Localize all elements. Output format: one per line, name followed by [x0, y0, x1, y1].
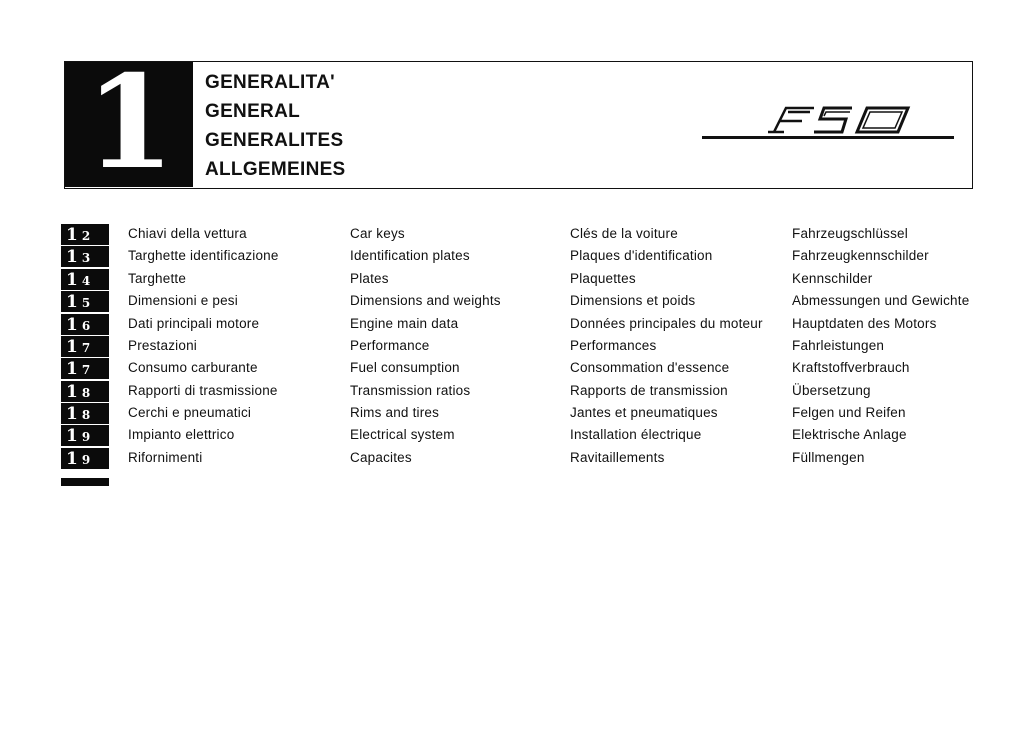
item-german: Kraftstoffverbrauch — [792, 360, 910, 375]
item-italian: Rifornimenti — [128, 450, 203, 465]
item-german: Abmessungen und Gewichte — [792, 293, 970, 308]
section-minor: 7 — [81, 341, 91, 355]
section-major: 1 — [66, 359, 78, 379]
item-english: Capacites — [350, 450, 412, 465]
section-major: 1 — [66, 404, 78, 424]
section-number — [61, 381, 109, 402]
section-number — [61, 358, 109, 379]
section-major: 1 — [66, 426, 78, 446]
section-number — [61, 448, 109, 469]
item-italian: Dimensioni e pesi — [128, 293, 238, 308]
section-number — [61, 224, 109, 245]
item-german: Felgen und Reifen — [792, 405, 906, 420]
item-french: Installation électrique — [570, 427, 702, 442]
item-english: Engine main data — [350, 316, 459, 331]
item-french: Performances — [570, 338, 657, 353]
chapter-number: 1 — [85, 48, 175, 198]
section-minor: 9 — [81, 430, 91, 444]
item-english: Plates — [350, 271, 389, 286]
item-french: Plaques d'identification — [570, 248, 713, 263]
section-number — [61, 269, 109, 290]
item-french: Consommation d'essence — [570, 360, 730, 375]
item-italian: Rapporti di trasmissione — [128, 383, 278, 398]
section-major: 1 — [66, 292, 78, 312]
item-french: Plaquettes — [570, 271, 636, 286]
item-german: Fahrzeugkennschilder — [792, 248, 929, 263]
item-french: Rapports de transmission — [570, 383, 728, 398]
section-minor: 5 — [81, 296, 91, 310]
section-minor: 2 — [81, 229, 91, 243]
toc-row — [61, 403, 1021, 425]
item-english: Rims and tires — [350, 405, 440, 420]
section-number — [61, 314, 109, 335]
section-major: 1 — [66, 315, 78, 335]
section-minor: 4 — [81, 274, 91, 288]
item-french: Données principales du moteur — [570, 316, 763, 331]
item-english: Performance — [350, 338, 430, 353]
item-english: Dimensions and weights — [350, 293, 501, 308]
item-german: Hauptdaten des Motors — [792, 316, 937, 331]
section-number — [61, 403, 109, 424]
item-english: Electrical system — [350, 427, 455, 442]
item-italian: Targhette — [128, 271, 187, 286]
toc-row — [61, 224, 1021, 246]
section-major: 1 — [66, 337, 78, 357]
section-number — [61, 291, 109, 312]
item-italian: Chiavi della vettura — [128, 226, 247, 241]
item-german: Übersetzung — [792, 383, 871, 398]
item-italian: Cerchi e pneumatici — [128, 405, 252, 420]
item-italian: Consumo carburante — [128, 360, 258, 375]
item-italian: Dati principali motore — [128, 316, 260, 331]
section-minor: 9 — [81, 453, 91, 467]
chapter-header — [64, 48, 973, 198]
section-number — [61, 425, 109, 446]
section-number — [61, 336, 109, 357]
section-major: 1 — [66, 270, 78, 290]
item-english: Identification plates — [350, 248, 470, 263]
f50-logo-icon — [702, 102, 954, 148]
item-german: Kennschilder — [792, 271, 873, 286]
toc-row — [61, 358, 1021, 380]
item-german: Fahrleistungen — [792, 338, 885, 353]
item-french: Dimensions et poids — [570, 293, 696, 308]
item-french: Ravitaillements — [570, 450, 665, 465]
tab-marker-bar — [61, 478, 109, 486]
toc-row — [61, 448, 1021, 470]
chapter-titles — [205, 68, 346, 184]
section-major: 1 — [66, 225, 78, 245]
section-major: 1 — [66, 247, 78, 267]
section-major: 1 — [66, 449, 78, 469]
section-minor: 3 — [81, 251, 91, 265]
item-french: Jantes et pneumatiques — [570, 405, 718, 420]
chapter-number-block — [65, 48, 193, 198]
title-english: GENERAL — [205, 101, 300, 122]
section-minor: 6 — [81, 319, 91, 333]
toc-row — [61, 269, 1021, 291]
item-english: Car keys — [350, 226, 405, 241]
item-italian: Targhette identificazione — [128, 248, 279, 263]
item-german: Fahrzeugschlüssel — [792, 226, 908, 241]
section-minor: 8 — [81, 408, 91, 422]
item-english: Fuel consumption — [350, 360, 460, 375]
toc-row — [61, 246, 1021, 268]
section-number — [61, 246, 109, 267]
toc-row — [61, 425, 1021, 447]
toc-row — [61, 291, 1021, 313]
item-german: Füllmengen — [792, 450, 865, 465]
title-german: ALLGEMEINES — [205, 159, 346, 180]
section-minor: 7 — [81, 363, 91, 377]
section-major: 1 — [66, 382, 78, 402]
item-italian: Prestazioni — [128, 338, 197, 353]
item-english: Transmission ratios — [350, 383, 471, 398]
item-italian: Impianto elettrico — [128, 427, 235, 442]
title-french: GENERALITES — [205, 130, 344, 151]
item-french: Clés de la voiture — [570, 226, 678, 241]
toc-row — [61, 336, 1021, 358]
item-german: Elektrische Anlage — [792, 427, 907, 442]
section-minor: 8 — [81, 386, 91, 400]
toc-row — [61, 314, 1021, 336]
title-italian: GENERALITA' — [205, 72, 335, 93]
toc-row — [61, 381, 1021, 403]
